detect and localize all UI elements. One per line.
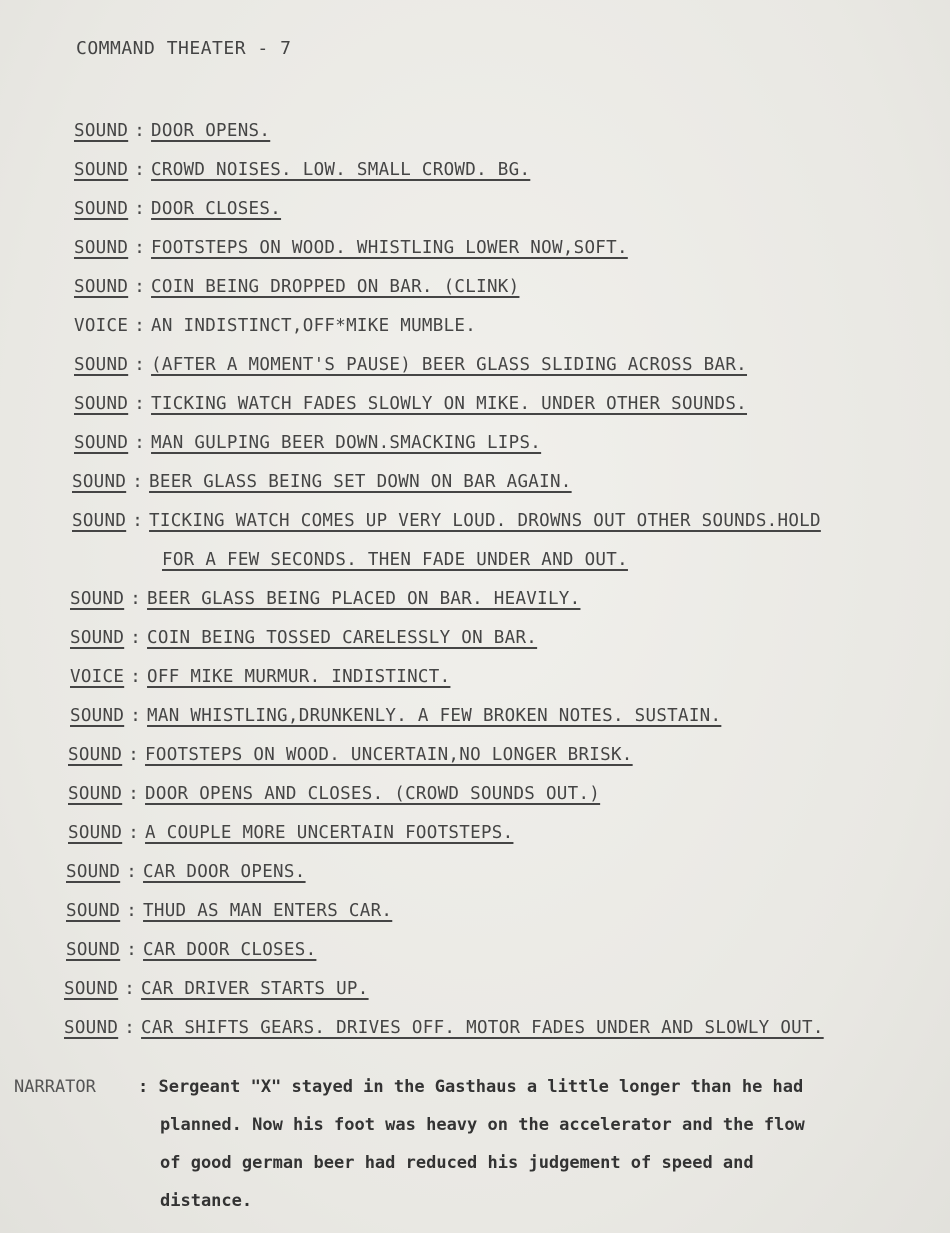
cue-text: MAN WHISTLING,DRUNKENLY. A FEW BROKEN NOTES. SUSTAIN. [147, 706, 722, 726]
cue-continuation: FOR A FEW SECONDS. THEN FADE UNDER AND OUT. [162, 550, 628, 570]
cue-text: COIN BEING TOSSED CARELESSLY ON BAR. [147, 628, 538, 648]
cue-separator: : [128, 784, 140, 804]
cue-text: FOOTSTEPS ON WOOD. UNCERTAIN,NO LONGER BRISK. [145, 745, 633, 765]
cue-separator: : [134, 394, 146, 414]
cue-separator: : [132, 472, 144, 492]
cue-line [0, 736, 950, 775]
cue-label: SOUND [66, 940, 121, 960]
cue-line [0, 853, 950, 892]
cue-line [0, 814, 950, 853]
narrator-label: NARRATOR [14, 1077, 96, 1097]
cue-separator: : [130, 628, 142, 648]
cue-line [0, 619, 950, 658]
cue-separator: : [130, 706, 142, 726]
cue-text: COIN BEING DROPPED ON BAR. (CLINK) [151, 277, 520, 297]
cue-label: SOUND [70, 589, 125, 609]
cue-label: SOUND [72, 511, 127, 531]
cue-text: OFF MIKE MURMUR. INDISTINCT. [147, 667, 451, 687]
cue-separator: : [134, 199, 146, 219]
cue-label: SOUND [74, 433, 129, 453]
cue-text: A COUPLE MORE UNCERTAIN FOOTSTEPS. [145, 823, 514, 843]
cue-text: CAR SHIFTS GEARS. DRIVES OFF. MOTOR FADES UNDER AND SLOWLY OUT. [141, 1018, 824, 1038]
cue-label: SOUND [72, 472, 127, 492]
cue-separator: : [128, 823, 140, 843]
cue-line [0, 463, 950, 502]
cue-label: VOICE [74, 316, 129, 336]
cue-text: DOOR CLOSES. [151, 199, 282, 219]
narrator-first-line [14, 1068, 934, 1106]
cue-label: SOUND [70, 628, 125, 648]
cue-separator: : [134, 121, 146, 141]
cue-label: SOUND [66, 901, 121, 921]
cue-text: CROWD NOISES. LOW. SMALL CROWD. BG. [151, 160, 531, 180]
cue-text: DOOR OPENS. [151, 121, 271, 141]
cue-label: SOUND [74, 355, 129, 375]
cue-line [0, 151, 950, 190]
cue-separator: : [126, 940, 138, 960]
cue-separator: : [134, 433, 146, 453]
cue-text: (AFTER A MOMENT'S PAUSE) BEER GLASS SLIDING ACROSS BAR. [151, 355, 748, 375]
cue-label: SOUND [68, 784, 123, 804]
cue-text: THUD AS MAN ENTERS CAR. [143, 901, 393, 921]
cue-text: BEER GLASS BEING SET DOWN ON BAR AGAIN. [149, 472, 572, 492]
cue-text: AN INDISTINCT,OFF*MIKE MUMBLE. [151, 316, 477, 336]
cue-line [0, 268, 950, 307]
cue-text: FOOTSTEPS ON WOOD. WHISTLING LOWER NOW,SOFT. [151, 238, 628, 258]
cue-separator: : [130, 667, 142, 687]
cue-text: TICKING WATCH COMES UP VERY LOUD. DROWNS OUT OTHER SOUNDS.HOLD [149, 511, 821, 531]
narrator-text-rest: planned. Now his foot was heavy on the accelerator and the flow of good german beer had reduced his judgement of speed and distance. [160, 1115, 805, 1211]
page-header: COMMAND THEATER - 7 [76, 38, 292, 59]
cue-text: TICKING WATCH FADES SLOWLY ON MIKE. UNDER OTHER SOUNDS. [151, 394, 748, 414]
cue-label: SOUND [74, 277, 129, 297]
cue-separator: : [128, 745, 140, 765]
cue-line [0, 775, 950, 814]
cue-line [0, 931, 950, 970]
cue-line [0, 385, 950, 424]
cue-text: CAR DOOR OPENS. [143, 862, 306, 882]
cue-separator: : [134, 238, 146, 258]
cue-line [0, 502, 950, 541]
cue-label: SOUND [74, 238, 129, 258]
cue-separator: : [130, 589, 142, 609]
cue-text: BEER GLASS BEING PLACED ON BAR. HEAVILY. [147, 589, 581, 609]
cue-label: SOUND [70, 706, 125, 726]
cue-label: SOUND [74, 121, 129, 141]
cue-label: SOUND [74, 394, 129, 414]
cue-line [0, 580, 950, 619]
cue-line [0, 346, 950, 385]
cue-line [0, 190, 950, 229]
cue-separator: : [134, 277, 146, 297]
cue-text: DOOR OPENS AND CLOSES. (CROWD SOUNDS OUT.) [145, 784, 601, 804]
cue-text: CAR DOOR CLOSES. [143, 940, 317, 960]
cue-label: SOUND [68, 823, 123, 843]
cue-line [0, 970, 950, 1009]
cue-separator: : [134, 316, 146, 336]
cue-separator: : [134, 355, 146, 375]
cue-text: CAR DRIVER STARTS UP. [141, 979, 369, 999]
cue-line [0, 229, 950, 268]
cue-label: SOUND [68, 745, 123, 765]
cue-label: SOUND [66, 862, 121, 882]
narrator-block [14, 1068, 934, 1220]
cue-separator: : [124, 979, 136, 999]
cue-line [0, 697, 950, 736]
cue-separator: : [132, 511, 144, 531]
cue-label: SOUND [64, 979, 119, 999]
cue-separator: : [124, 1018, 136, 1038]
cue-line [0, 658, 950, 697]
cue-line [0, 307, 950, 346]
cue-label: VOICE [70, 667, 125, 687]
cue-label: SOUND [74, 160, 129, 180]
cue-line [0, 892, 950, 931]
cue-line [0, 112, 950, 151]
cue-separator: : [134, 160, 146, 180]
cue-separator: : [126, 862, 138, 882]
cue-separator: : [126, 901, 138, 921]
cue-text: MAN GULPING BEER DOWN.SMACKING LIPS. [151, 433, 542, 453]
cue-list [0, 112, 950, 1048]
cue-label: SOUND [74, 199, 129, 219]
cue-line [0, 1009, 950, 1048]
narrator-text-line-1: : Sergeant "X" stayed in the Gasthaus a little longer than he had [138, 1077, 804, 1097]
cue-label: SOUND [64, 1018, 119, 1038]
cue-line [0, 424, 950, 463]
